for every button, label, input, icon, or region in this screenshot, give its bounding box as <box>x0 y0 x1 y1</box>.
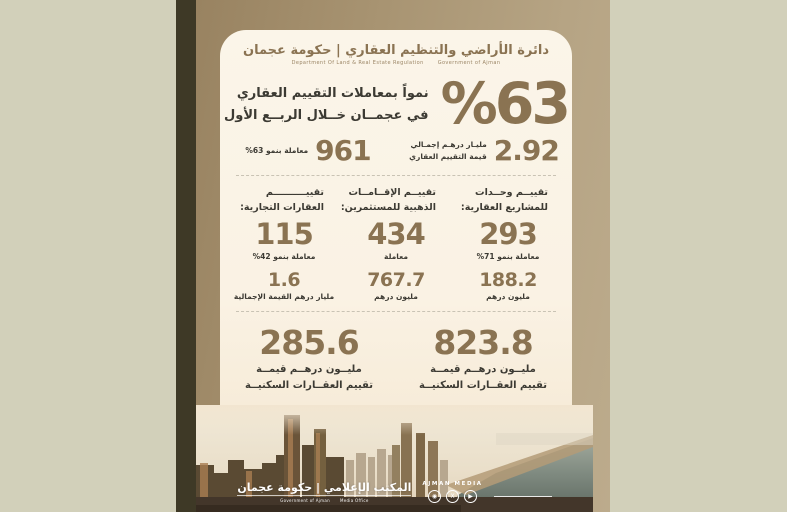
dark-edge-strip <box>176 0 196 512</box>
footer-branding <box>196 481 593 503</box>
department-logo <box>220 30 572 66</box>
headline-block <box>220 71 572 137</box>
total-value-label-line1: مليـار درهـم إجمـالي <box>410 140 487 149</box>
headline-line2: في عجمــان خــلال الربــع الأول <box>224 107 429 123</box>
column-title-line1: تقييــم وحــدات <box>475 187 548 198</box>
column-title <box>340 185 452 215</box>
residential-value-stat-left <box>244 323 373 393</box>
department-logo-english-row <box>220 60 572 66</box>
residential-value-number: 823.8 <box>433 323 533 363</box>
column-amount-label: مليار درهم القيمة الإجمالية <box>233 292 335 302</box>
city-skyline-photo <box>196 405 593 512</box>
department-logo-arabic: دائرة الأراضي والتنظيم العقاري | حكومة عجمان <box>242 43 549 58</box>
column-title-line2: العقارات التجارية: <box>240 202 324 214</box>
total-value-stat <box>396 134 572 167</box>
residential-value-label <box>419 362 547 393</box>
column-title <box>452 185 564 215</box>
category-columns <box>220 185 572 301</box>
column-title-line2: الذهبية للمستثمرين: <box>340 202 436 214</box>
column-transactions-value: 115 <box>255 217 313 252</box>
column-amount-label: مليون درهم <box>374 292 418 302</box>
total-value-number: 2.92 <box>493 134 559 167</box>
column-title-line1: تقييــــــــــم <box>265 187 324 198</box>
government-of-ajman-caption: Government of Ajman <box>280 498 330 503</box>
residential-value-label <box>245 362 373 393</box>
column-transactions-label: معاملة بنمو 42% <box>252 252 316 262</box>
x-icon: X <box>446 490 459 503</box>
column-amount-value: 1.6 <box>267 269 301 292</box>
column-amount-label: مليون درهم <box>486 292 530 302</box>
headline-text <box>224 83 429 126</box>
transactions-number: 961 <box>315 134 371 167</box>
social-icons-row <box>422 490 482 503</box>
column-title-line1: تقييــم الإقــامــات <box>348 187 436 198</box>
column-transactions-label: معاملة بنمو 71% <box>476 252 540 262</box>
residential-label-line2: تقييم العقــارات السكنيــة <box>244 379 373 391</box>
residential-value-number: 285.6 <box>259 323 359 363</box>
column-project-units <box>452 185 564 301</box>
headline-line1: نمواً بمعاملات التقييم العقاري <box>236 86 429 102</box>
ajman-media-label: AJMAN MEDIA <box>422 481 483 487</box>
dashed-divider-bottom <box>236 311 556 312</box>
instagram-icon: ◉ <box>428 490 441 503</box>
residential-value-stat-right <box>419 323 548 393</box>
footer-divider-line <box>494 496 552 497</box>
transactions-label: معاملة بنمو 63% <box>245 146 309 155</box>
column-title-line2: للمشاريع العقارية: <box>460 202 548 214</box>
department-name-label: Department Of Land & Real Estate Regulation <box>291 60 424 66</box>
column-golden-residency <box>340 185 452 301</box>
summary-stats-row <box>220 134 572 167</box>
column-amount-value: 767.7 <box>367 269 425 292</box>
column-transactions-value: 434 <box>367 217 425 252</box>
total-value-label <box>409 139 487 163</box>
media-office-logo <box>237 481 411 503</box>
media-office-caption: Media Office <box>339 498 369 503</box>
residential-label-line1: مليــون درهــم قيمــة <box>256 364 362 376</box>
residential-stats-row <box>220 323 572 393</box>
transactions-stat <box>220 134 396 167</box>
column-title <box>228 185 340 215</box>
ajman-media-block <box>422 481 482 503</box>
media-office-logo-english <box>237 495 411 503</box>
growth-percentage-value: %63 <box>440 71 569 137</box>
column-transactions-value: 293 <box>479 217 537 252</box>
residential-label-line1: مليــون درهــم قيمــة <box>430 364 536 376</box>
dashed-divider-top <box>236 175 556 176</box>
total-value-label-line2: قيمة التقييم العقاري <box>409 152 487 161</box>
media-office-logo-arabic: المكتب الإعلامي | حكومة عجمان <box>237 481 412 494</box>
sky-blend-gradient <box>196 405 593 435</box>
residential-label-line2: تقييم العقــارات السكنيــة <box>419 379 548 391</box>
column-transactions-label: معاملة <box>384 252 408 262</box>
government-of-ajman-label: Government of Ajman <box>437 60 501 66</box>
column-amount-value: 188.2 <box>479 269 537 292</box>
column-commercial-properties <box>228 185 340 301</box>
youtube-icon: ▶ <box>464 490 477 503</box>
